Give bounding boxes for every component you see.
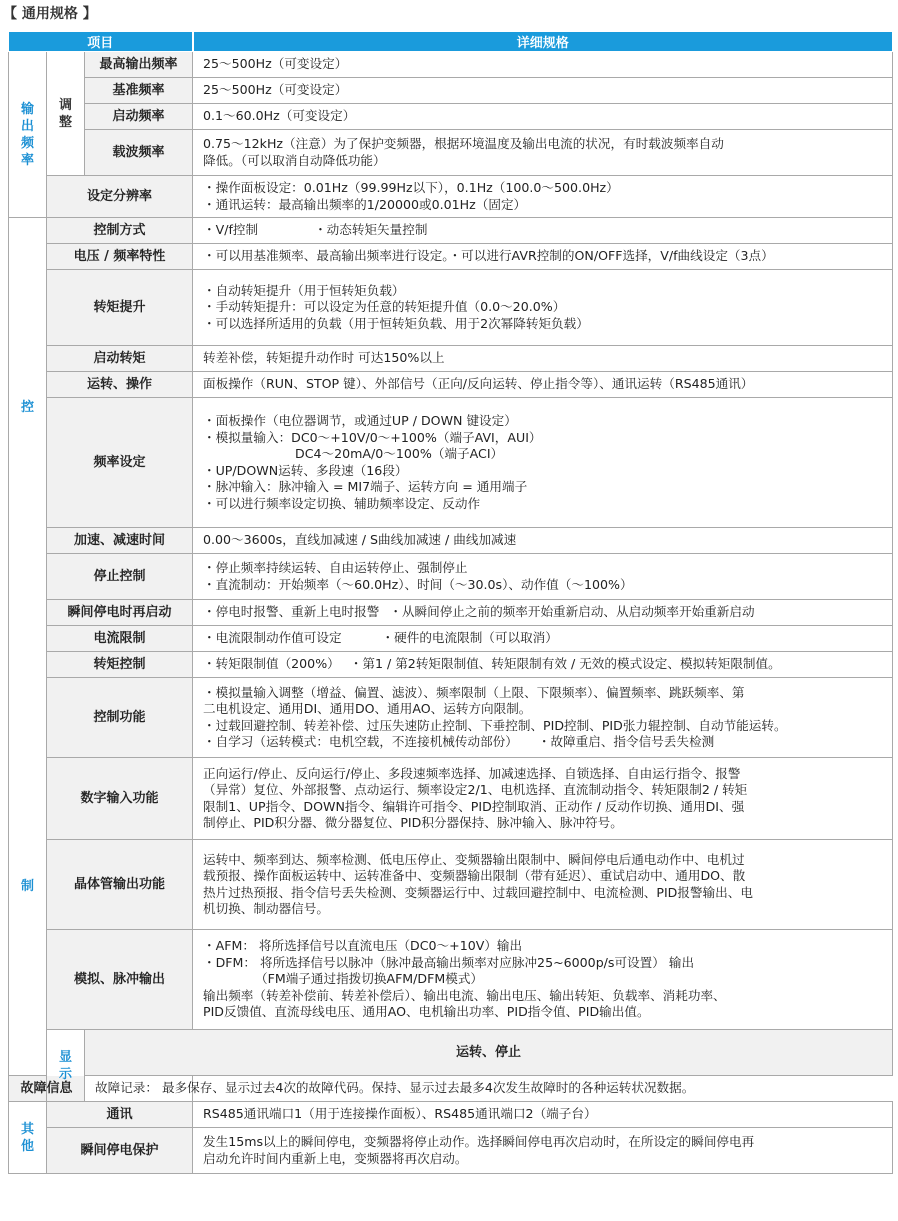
table-row (9, 652, 893, 678)
table-row (9, 130, 893, 176)
item-label: 电压 / 频率特性 (47, 244, 193, 270)
detail-value: ・V/f控制 ・动态转矩矢量控制 (193, 218, 893, 244)
item-label: 故障信息 (9, 1076, 85, 1102)
detail-value: 转差补偿，转矩提升动作时 可达150%以上 (193, 346, 893, 372)
col-header-detail: 详细规格 (193, 32, 893, 52)
detail-value: 25～500Hz（可变设定） (193, 78, 893, 104)
detail-value: 运转中、频率到达、频率检测、低电压停止、变频器输出限制中、瞬间停电后通电动作中、电机过 载预报、操作面板运转中、运转准备中、变频器输出限制（带有延迟）、重试启动中、通用DO、散 热片过热预报、指令信号丢失检测、变频器运行中、过载回避控制中、电流检测、PID报警输出、电 机切换、制动器信号。 (193, 840, 893, 930)
item-label: 设定分辨率 (47, 176, 193, 218)
col-header-item: 项目 (9, 32, 193, 52)
table-row (9, 1128, 893, 1174)
table-row (9, 218, 893, 244)
detail-value: 0.1～60.0Hz（可变设定） (193, 104, 893, 130)
table-row (9, 758, 893, 840)
detail-value: ・面板操作（电位器调节，或通过UP / DOWN 键设定） ・模拟量输入：DC0～+10V/0～+100%（端子AVI，AUI） DC4～20mA/0～100%（端子ACI） ・UP/DOWN运转、多段速（16段） ・脉冲输入：脉冲输入 = MI7端子、运转方向 = 通用端子 ・可以进行频率设定切换、辅助频率设定、反动作 (193, 398, 893, 528)
item-label: 转矩提升 (47, 270, 193, 346)
detail-value: ・停电时报警、重新上电时报警 ・从瞬间停止之前的频率开始重新启动、从启动频率开始重新启动 (193, 600, 893, 626)
detail-value: ・停止频率持续运转、自由运转停止、强制停止 ・直流制动：开始频率（～60.0Hz）、时间（～30.0s）、动作值（～100%） (193, 554, 893, 600)
table-row (9, 78, 893, 104)
group-other: 其他 (9, 1102, 47, 1174)
detail-value: ・AFM： 将所选择信号以直流电压（DC0～+10V）输出 ・DFM： 将所选择信号以脉冲（脉冲最高输出频率对应脉冲25~6000p/s可设置） 输出 （FM端子通过指拨切换AFM/DFM模式） 输出频率（转差补偿前、转差补偿后）、输出电流、输出电压、输出转矩、负载率、消耗功率、 PID反馈值、直流母线电压、通用AO、电机输出功率、PID指令值、PID输出值。 (193, 930, 893, 1030)
item-label: 加速、减速时间 (47, 528, 193, 554)
item-label: 模拟、脉冲输出 (47, 930, 193, 1030)
item-label: 瞬间停电时再启动 (47, 600, 193, 626)
table-row (9, 1102, 893, 1128)
detail-value: ・模拟量输入调整（增益、偏置、滤波）、频率限制（上限、下限频率）、偏置频率、跳跃频率、第 二电机设定、通用DI、通用DO、通用AO、运转方向限制。 ・过载回避控制、转差补偿、过压失速防止控制、下垂控制、PID控制、PID张力辊控制、自动节能运转。 ・自学习（运转模式：电机空载，不连接机械传动部份） ・故障重启、指令信号丢失检测 (193, 678, 893, 758)
item-label: 控制方式 (47, 218, 193, 244)
table-row (9, 600, 893, 626)
subgroup-adjust: 调整 (47, 52, 85, 176)
table-row (9, 176, 893, 218)
item-label: 频率设定 (47, 398, 193, 528)
table-row (9, 554, 893, 600)
table-row (9, 372, 893, 398)
item-label: 电流限制 (47, 626, 193, 652)
item-label: 启动频率 (85, 104, 193, 130)
table-row (9, 678, 893, 758)
table-row (9, 270, 893, 346)
detail-value: 发生15ms以上的瞬间停电，变频器将停止动作。选择瞬间停电再次启动时，在所设定的瞬间停电再 启动允许时间内重新上电，变频器将再次启动。 (193, 1128, 893, 1174)
table-row (9, 930, 893, 1030)
table-row (9, 1076, 893, 1102)
detail-value: 面板操作（RUN、STOP 键）、外部信号（正向/反向运转、停止指令等）、通讯运转（RS485通讯） (193, 372, 893, 398)
item-label: 控制功能 (47, 678, 193, 758)
table-row (9, 104, 893, 130)
group-control: 控 制 (9, 218, 47, 1076)
detail-value: 25～500Hz（可变设定） (193, 52, 893, 78)
item-label: 载波频率 (85, 130, 193, 176)
table-row (9, 528, 893, 554)
detail-value: 0.75～12kHz（注意）为了保护变频器，根据环境温度及输出电流的状况，有时载波频率自动 降低。（可以取消自动降低功能） (193, 130, 893, 176)
detail-value: ・自动转矩提升（用于恒转矩负载） ・手动转矩提升：可以设定为任意的转矩提升值（0.0～20.0%） ・可以选择所适用的负载（用于恒转矩负载、用于2次幂降转矩负载） (193, 270, 893, 346)
detail-value: 0.00～3600s，直线加减速 / S曲线加减速 / 曲线加减速 (193, 528, 893, 554)
spec-table (8, 31, 893, 1174)
detail-value: 故障记录： 最多保存、显示过去4次的故障代码。保持、显示过去最多4次发生故障时的各种运转状况数据。 (85, 1076, 193, 1102)
detail-value: ・转矩限制值（200%） ・第1 / 第2转矩限制值、转矩限制有效 / 无效的模式设定、模拟转矩限制值。 (193, 652, 893, 678)
table-row (9, 840, 893, 930)
item-label: 停止控制 (47, 554, 193, 600)
detail-value: ・电流限制动作值可设定 ・硬件的电流限制（可以取消） (193, 626, 893, 652)
detail-value: RS485通讯端口1（用于连接操作面板）、RS485通讯端口2（端子台） (193, 1102, 893, 1128)
item-label: 运转、操作 (47, 372, 193, 398)
group-display: 显示 (47, 1030, 85, 1102)
table-row (9, 346, 893, 372)
table-row (9, 626, 893, 652)
item-label: 瞬间停电保护 (47, 1128, 193, 1174)
item-label: 通讯 (47, 1102, 193, 1128)
detail-value: 正向运行/停止、反向运行/停止、多段速频率选择、加减速选择、自锁选择、自由运行指令、报警 （异常）复位、外部报警、点动运行、频率设定2/1、电机选择、直流制动指令、转矩限制2 / 转矩 限制1、UP指令、DOWN指令、编辑许可指令、PID控制取消、正动作 / 反动作切换、通用DI、强 制停止、PID积分器、微分器复位、PID积分器保持、脉冲输入、脉冲符号。 (193, 758, 893, 840)
item-label: 基准频率 (85, 78, 193, 104)
group-output-frequency: 输出频率 (9, 52, 47, 218)
table-row (9, 1030, 893, 1076)
item-label: 启动转矩 (47, 346, 193, 372)
item-label: 最高输出频率 (85, 52, 193, 78)
table-row (9, 52, 893, 78)
detail-value: ・可以用基准频率、最高输出频率进行设定。・可以进行AVR控制的ON/OFF选择，V/f曲线设定（3点） (193, 244, 893, 270)
item-label: 数字输入功能 (47, 758, 193, 840)
item-label: 晶体管输出功能 (47, 840, 193, 930)
item-label: 转矩控制 (47, 652, 193, 678)
detail-value: ・操作面板设定：0.01Hz（99.99Hz以下），0.1Hz（100.0～500.0Hz） ・通讯运转：最高输出频率的1/20000或0.01Hz（固定） (193, 176, 893, 218)
page-heading: 【 通用规格 】 (3, 6, 97, 22)
table-row (9, 244, 893, 270)
item-label: 运转、停止 (85, 1030, 893, 1076)
table-row (9, 398, 893, 528)
